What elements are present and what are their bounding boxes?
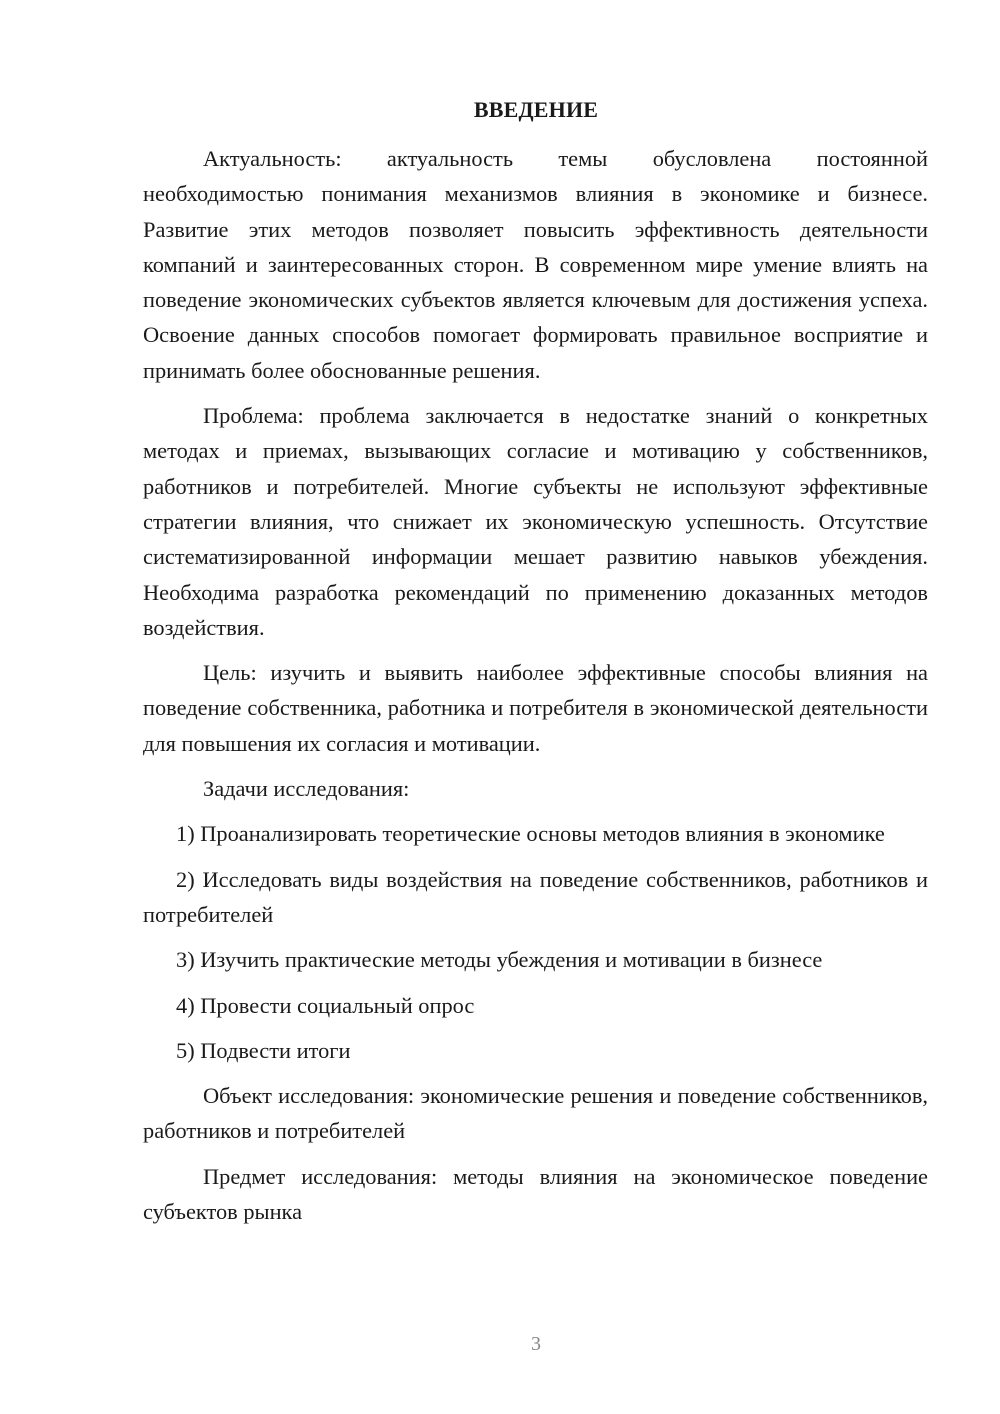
tasks-title: Задачи исследования:	[203, 776, 410, 802]
section-heading: ВВЕДЕНИЕ	[473, 97, 599, 122]
relevance-paragraph: Актуальность: актуальность темы обусловлена постоянной необходимостью понимания механизмов влияния в экономике и бизнесе. Развитие этих методов позволяет повысить эффективность деятельности компаний и заинтересованных сторон. В современном мире умение влиять на поведение экономических субъектов является ключевым для достижения успеха. Освоение данных способов помогает формировать правильное восприятие и принимать более обоснованные решения.	[143, 146, 928, 383]
page-number: 3	[531, 1333, 541, 1355]
task-item-3: 3) Изучить практические методы убеждения и мотивации в бизнесе	[176, 947, 823, 973]
task-item-5: 5) Подвести итоги	[176, 1037, 351, 1063]
task-item-4: 4) Провести социальный опрос	[176, 992, 475, 1018]
object-paragraph: Объект исследования: экономические решения и поведение собственников, работников и потребителей	[143, 1083, 928, 1144]
task-item-1: 1) Проанализировать теоретические основы методов влияния в экономике	[176, 821, 885, 847]
page-body	[143, 141, 928, 1239]
subject-paragraph: Предмет исследования: методы влияния на экономическое поведение субъектов рынка	[143, 1163, 928, 1225]
task-item-2: 2) Исследовать виды воздействия на поведение собственников, работников и потребителей	[143, 866, 928, 927]
goal-paragraph: Цель: изучить и выявить наиболее эффективные способы влияния на поведение собственника, работника и потребителя в экономической деятельности для повышения их согласия и мотивации.	[143, 660, 928, 756]
problem-paragraph: Проблема: проблема заключается в недостатке знаний о конкретных методах и приемах, вызывающих согласие и мотивацию у собственников, работников и потребителей. Многие субъекты не используют эффективные стратегии влияния, что снижает их экономическую успешность. Отсутствие систематизированной информации мешает развитию навыков убеждения. Необходима разработка рекомендаций по применению доказанных методов воздействия.	[143, 403, 928, 640]
